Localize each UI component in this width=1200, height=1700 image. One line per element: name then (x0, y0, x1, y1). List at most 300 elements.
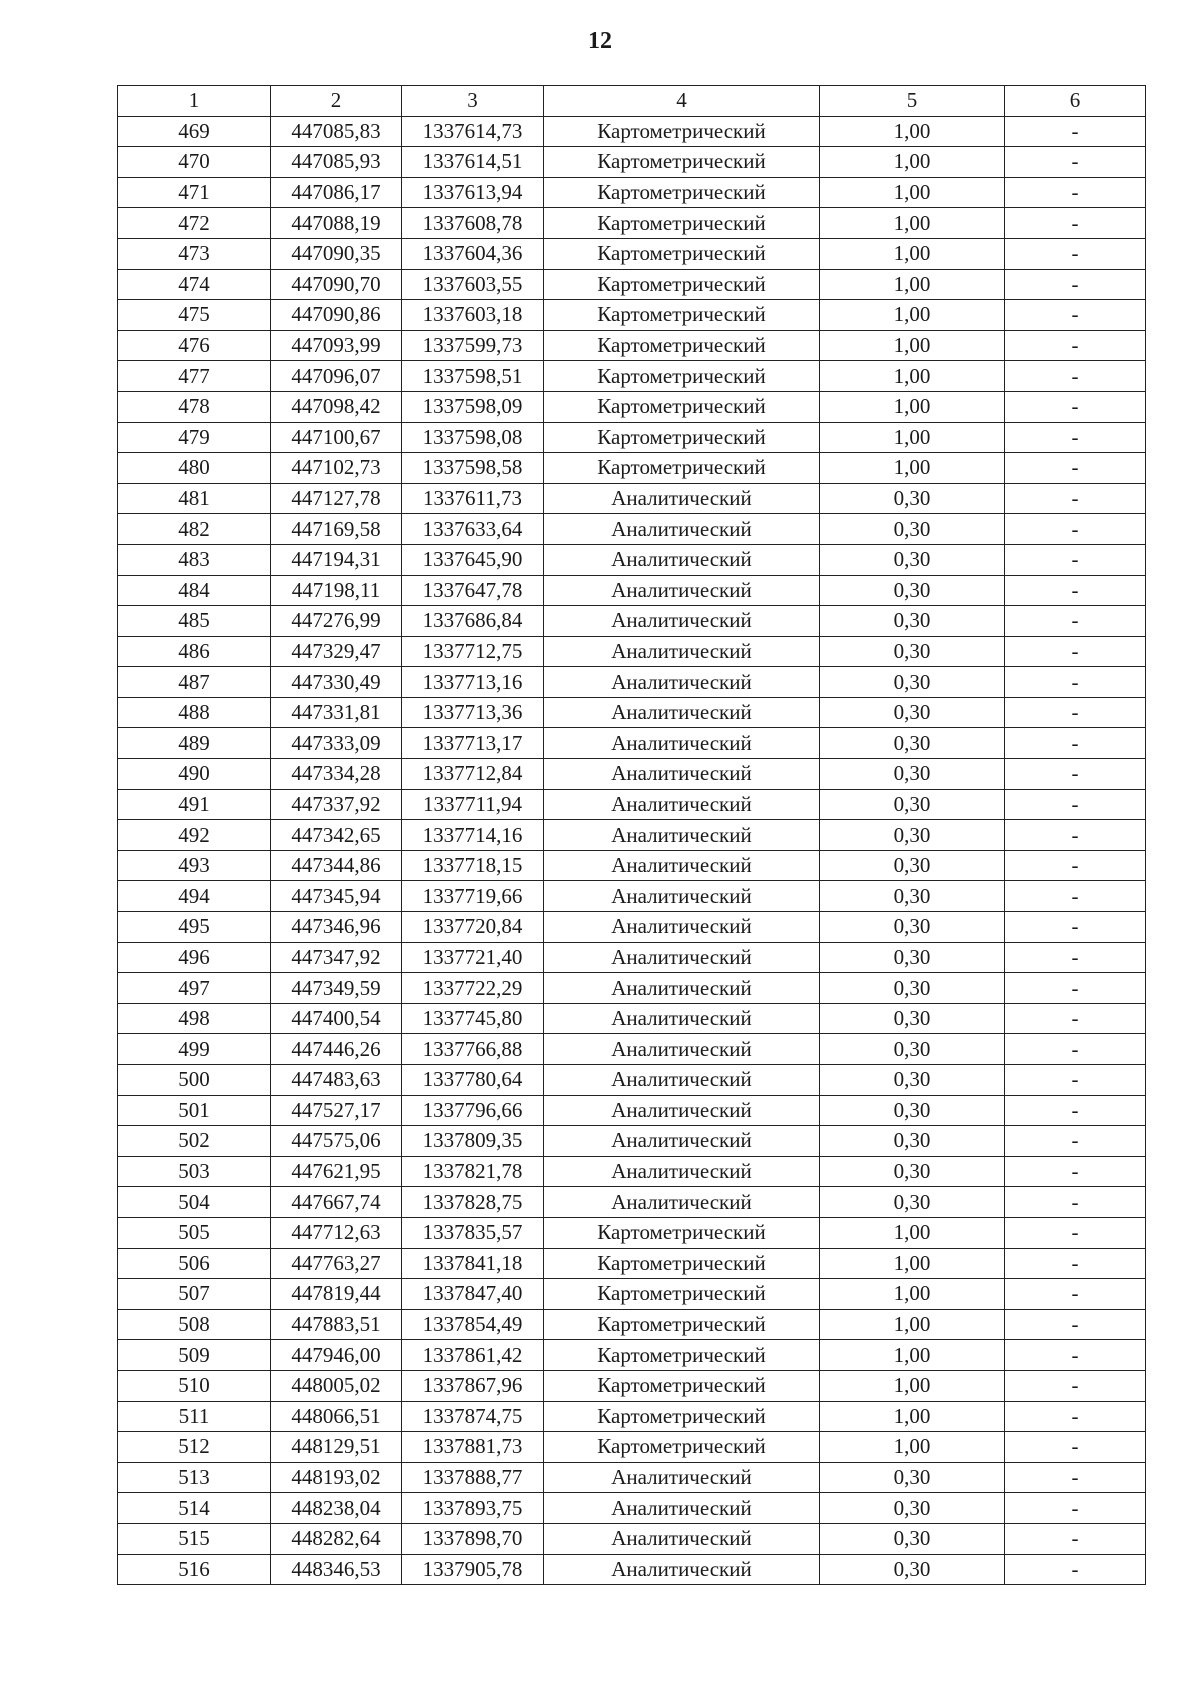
note-cell: - (1005, 575, 1146, 606)
note-cell: - (1005, 942, 1146, 973)
point-number-cell: 498 (118, 1003, 271, 1034)
point-number-cell: 495 (118, 912, 271, 943)
method-cell: Аналитический (544, 820, 820, 851)
y-coordinate-cell: 1337713,16 (402, 667, 544, 698)
y-coordinate-cell: 1337712,75 (402, 636, 544, 667)
accuracy-cell: 0,30 (820, 881, 1005, 912)
x-coordinate-cell: 447349,59 (271, 973, 402, 1004)
x-coordinate-cell: 447334,28 (271, 759, 402, 790)
note-cell: - (1005, 759, 1146, 790)
accuracy-cell: 0,30 (820, 1003, 1005, 1034)
x-coordinate-cell: 448005,02 (271, 1370, 402, 1401)
accuracy-cell: 0,30 (820, 514, 1005, 545)
accuracy-cell: 0,30 (820, 1462, 1005, 1493)
table-row (118, 361, 1146, 392)
point-number-cell: 515 (118, 1523, 271, 1554)
point-number-cell: 516 (118, 1554, 271, 1585)
note-cell: - (1005, 116, 1146, 147)
column-header-3: 3 (402, 86, 544, 117)
y-coordinate-cell: 1337809,35 (402, 1126, 544, 1157)
note-cell: - (1005, 1279, 1146, 1310)
accuracy-cell: 0,30 (820, 667, 1005, 698)
accuracy-cell: 1,00 (820, 422, 1005, 453)
point-number-cell: 510 (118, 1370, 271, 1401)
accuracy-cell: 1,00 (820, 1340, 1005, 1371)
note-cell: - (1005, 514, 1146, 545)
column-header-1: 1 (118, 86, 271, 117)
method-cell: Аналитический (544, 606, 820, 637)
x-coordinate-cell: 447346,96 (271, 912, 402, 943)
accuracy-cell: 1,00 (820, 177, 1005, 208)
accuracy-cell: 1,00 (820, 361, 1005, 392)
method-cell: Картометрический (544, 208, 820, 239)
table-row (118, 636, 1146, 667)
table-row (118, 391, 1146, 422)
y-coordinate-cell: 1337713,17 (402, 728, 544, 759)
point-number-cell: 487 (118, 667, 271, 698)
point-number-cell: 470 (118, 147, 271, 178)
note-cell: - (1005, 422, 1146, 453)
method-cell: Аналитический (544, 697, 820, 728)
table-row (118, 1065, 1146, 1096)
method-cell: Картометрический (544, 1340, 820, 1371)
y-coordinate-cell: 1337603,55 (402, 269, 544, 300)
x-coordinate-cell: 447085,83 (271, 116, 402, 147)
accuracy-cell: 0,30 (820, 912, 1005, 943)
accuracy-cell: 0,30 (820, 697, 1005, 728)
method-cell: Аналитический (544, 1003, 820, 1034)
method-cell: Картометрический (544, 1217, 820, 1248)
table-row (118, 1248, 1146, 1279)
method-cell: Аналитический (544, 1187, 820, 1218)
point-number-cell: 489 (118, 728, 271, 759)
accuracy-cell: 1,00 (820, 1309, 1005, 1340)
note-cell: - (1005, 1554, 1146, 1585)
x-coordinate-cell: 448066,51 (271, 1401, 402, 1432)
method-cell: Картометрический (544, 330, 820, 361)
table-row (118, 1217, 1146, 1248)
point-number-cell: 485 (118, 606, 271, 637)
method-cell: Картометрический (544, 361, 820, 392)
table-row (118, 789, 1146, 820)
table-row (118, 116, 1146, 147)
note-cell: - (1005, 1370, 1146, 1401)
point-number-cell: 501 (118, 1095, 271, 1126)
table-row (118, 1370, 1146, 1401)
note-cell: - (1005, 1248, 1146, 1279)
note-cell: - (1005, 1401, 1146, 1432)
point-number-cell: 471 (118, 177, 271, 208)
y-coordinate-cell: 1337611,73 (402, 483, 544, 514)
method-cell: Аналитический (544, 575, 820, 606)
point-number-cell: 500 (118, 1065, 271, 1096)
point-number-cell: 481 (118, 483, 271, 514)
point-number-cell: 482 (118, 514, 271, 545)
table-row (118, 942, 1146, 973)
column-header-5: 5 (820, 86, 1005, 117)
method-cell: Аналитический (544, 1523, 820, 1554)
note-cell: - (1005, 973, 1146, 1004)
table-row (118, 544, 1146, 575)
accuracy-cell: 1,00 (820, 300, 1005, 331)
y-coordinate-cell: 1337718,15 (402, 850, 544, 881)
y-coordinate-cell: 1337874,75 (402, 1401, 544, 1432)
x-coordinate-cell: 448346,53 (271, 1554, 402, 1585)
table-row (118, 1340, 1146, 1371)
y-coordinate-cell: 1337614,73 (402, 116, 544, 147)
method-cell: Картометрический (544, 300, 820, 331)
x-coordinate-cell: 448193,02 (271, 1462, 402, 1493)
y-coordinate-cell: 1337645,90 (402, 544, 544, 575)
x-coordinate-cell: 447090,35 (271, 238, 402, 269)
note-cell: - (1005, 147, 1146, 178)
y-coordinate-cell: 1337719,66 (402, 881, 544, 912)
y-coordinate-cell: 1337881,73 (402, 1432, 544, 1463)
x-coordinate-cell: 447763,27 (271, 1248, 402, 1279)
x-coordinate-cell: 447088,19 (271, 208, 402, 239)
x-coordinate-cell: 447085,93 (271, 147, 402, 178)
accuracy-cell: 1,00 (820, 1432, 1005, 1463)
point-number-cell: 494 (118, 881, 271, 912)
method-cell: Аналитический (544, 942, 820, 973)
x-coordinate-cell: 447819,44 (271, 1279, 402, 1310)
method-cell: Картометрический (544, 1370, 820, 1401)
table-row (118, 1126, 1146, 1157)
method-cell: Аналитический (544, 667, 820, 698)
x-coordinate-cell: 447333,09 (271, 728, 402, 759)
point-number-cell: 509 (118, 1340, 271, 1371)
table-row (118, 1034, 1146, 1065)
table-row (118, 1493, 1146, 1524)
x-coordinate-cell: 448282,64 (271, 1523, 402, 1554)
table-row (118, 269, 1146, 300)
point-number-cell: 502 (118, 1126, 271, 1157)
y-coordinate-cell: 1337633,64 (402, 514, 544, 545)
table-row (118, 759, 1146, 790)
method-cell: Аналитический (544, 636, 820, 667)
accuracy-cell: 0,30 (820, 483, 1005, 514)
note-cell: - (1005, 269, 1146, 300)
y-coordinate-cell: 1337766,88 (402, 1034, 544, 1065)
accuracy-cell: 0,30 (820, 1095, 1005, 1126)
point-number-cell: 475 (118, 300, 271, 331)
y-coordinate-cell: 1337745,80 (402, 1003, 544, 1034)
table-row (118, 697, 1146, 728)
point-number-cell: 476 (118, 330, 271, 361)
method-cell: Аналитический (544, 1034, 820, 1065)
y-coordinate-cell: 1337796,66 (402, 1095, 544, 1126)
table-row (118, 1003, 1146, 1034)
x-coordinate-cell: 447446,26 (271, 1034, 402, 1065)
table-row (118, 973, 1146, 1004)
x-coordinate-cell: 447575,06 (271, 1126, 402, 1157)
accuracy-cell: 0,30 (820, 1065, 1005, 1096)
point-number-cell: 506 (118, 1248, 271, 1279)
note-cell: - (1005, 881, 1146, 912)
note-cell: - (1005, 483, 1146, 514)
table-row (118, 881, 1146, 912)
y-coordinate-cell: 1337614,51 (402, 147, 544, 178)
x-coordinate-cell: 447090,86 (271, 300, 402, 331)
note-cell: - (1005, 177, 1146, 208)
y-coordinate-cell: 1337712,84 (402, 759, 544, 790)
table-header-row (118, 86, 1146, 117)
x-coordinate-cell: 447946,00 (271, 1340, 402, 1371)
column-header-6: 6 (1005, 86, 1146, 117)
y-coordinate-cell: 1337867,96 (402, 1370, 544, 1401)
x-coordinate-cell: 447127,78 (271, 483, 402, 514)
note-cell: - (1005, 1462, 1146, 1493)
method-cell: Аналитический (544, 759, 820, 790)
table-row (118, 850, 1146, 881)
point-number-cell: 480 (118, 453, 271, 484)
x-coordinate-cell: 447883,51 (271, 1309, 402, 1340)
accuracy-cell: 1,00 (820, 147, 1005, 178)
y-coordinate-cell: 1337713,36 (402, 697, 544, 728)
point-number-cell: 477 (118, 361, 271, 392)
method-cell: Картометрический (544, 422, 820, 453)
table-row (118, 606, 1146, 637)
method-cell: Картометрический (544, 1401, 820, 1432)
page-number: 12 (588, 28, 612, 54)
point-number-cell: 496 (118, 942, 271, 973)
method-cell: Аналитический (544, 1493, 820, 1524)
point-number-cell: 491 (118, 789, 271, 820)
note-cell: - (1005, 361, 1146, 392)
method-cell: Аналитический (544, 1126, 820, 1157)
method-cell: Аналитический (544, 1554, 820, 1585)
accuracy-cell: 0,30 (820, 820, 1005, 851)
method-cell: Аналитический (544, 1462, 820, 1493)
note-cell: - (1005, 1432, 1146, 1463)
note-cell: - (1005, 1523, 1146, 1554)
point-number-cell: 486 (118, 636, 271, 667)
y-coordinate-cell: 1337893,75 (402, 1493, 544, 1524)
y-coordinate-cell: 1337598,51 (402, 361, 544, 392)
table-row (118, 1401, 1146, 1432)
accuracy-cell: 1,00 (820, 238, 1005, 269)
note-cell: - (1005, 697, 1146, 728)
x-coordinate-cell: 447194,31 (271, 544, 402, 575)
method-cell: Аналитический (544, 789, 820, 820)
y-coordinate-cell: 1337821,78 (402, 1156, 544, 1187)
column-header-4: 4 (544, 86, 820, 117)
accuracy-cell: 1,00 (820, 453, 1005, 484)
accuracy-cell: 1,00 (820, 1401, 1005, 1432)
accuracy-cell: 0,30 (820, 850, 1005, 881)
note-cell: - (1005, 1340, 1146, 1371)
point-number-cell: 504 (118, 1187, 271, 1218)
method-cell: Картометрический (544, 116, 820, 147)
point-number-cell: 484 (118, 575, 271, 606)
table-row (118, 667, 1146, 698)
accuracy-cell: 1,00 (820, 1217, 1005, 1248)
point-number-cell: 478 (118, 391, 271, 422)
table-row (118, 330, 1146, 361)
note-cell: - (1005, 667, 1146, 698)
x-coordinate-cell: 447093,99 (271, 330, 402, 361)
accuracy-cell: 0,30 (820, 1493, 1005, 1524)
y-coordinate-cell: 1337888,77 (402, 1462, 544, 1493)
accuracy-cell: 0,30 (820, 1126, 1005, 1157)
accuracy-cell: 1,00 (820, 116, 1005, 147)
note-cell: - (1005, 208, 1146, 239)
accuracy-cell: 0,30 (820, 606, 1005, 637)
x-coordinate-cell: 447102,73 (271, 453, 402, 484)
method-cell: Картометрический (544, 238, 820, 269)
method-cell: Картометрический (544, 453, 820, 484)
point-number-cell: 497 (118, 973, 271, 1004)
point-number-cell: 469 (118, 116, 271, 147)
x-coordinate-cell: 447330,49 (271, 667, 402, 698)
note-cell: - (1005, 1003, 1146, 1034)
table-row (118, 1095, 1146, 1126)
point-number-cell: 479 (118, 422, 271, 453)
y-coordinate-cell: 1337722,29 (402, 973, 544, 1004)
x-coordinate-cell: 447527,17 (271, 1095, 402, 1126)
point-number-cell: 511 (118, 1401, 271, 1432)
accuracy-cell: 1,00 (820, 269, 1005, 300)
point-number-cell: 488 (118, 697, 271, 728)
x-coordinate-cell: 447342,65 (271, 820, 402, 851)
x-coordinate-cell: 447345,94 (271, 881, 402, 912)
accuracy-cell: 0,30 (820, 1034, 1005, 1065)
accuracy-cell: 1,00 (820, 1248, 1005, 1279)
accuracy-cell: 1,00 (820, 1279, 1005, 1310)
note-cell: - (1005, 453, 1146, 484)
method-cell: Аналитический (544, 881, 820, 912)
x-coordinate-cell: 447347,92 (271, 942, 402, 973)
point-number-cell: 513 (118, 1462, 271, 1493)
table-row (118, 453, 1146, 484)
accuracy-cell: 0,30 (820, 759, 1005, 790)
method-cell: Аналитический (544, 1156, 820, 1187)
note-cell: - (1005, 606, 1146, 637)
y-coordinate-cell: 1337598,58 (402, 453, 544, 484)
x-coordinate-cell: 447169,58 (271, 514, 402, 545)
table-body (118, 116, 1146, 1585)
point-number-cell: 473 (118, 238, 271, 269)
accuracy-cell: 0,30 (820, 544, 1005, 575)
y-coordinate-cell: 1337828,75 (402, 1187, 544, 1218)
y-coordinate-cell: 1337598,09 (402, 391, 544, 422)
note-cell: - (1005, 728, 1146, 759)
note-cell: - (1005, 1217, 1146, 1248)
x-coordinate-cell: 447344,86 (271, 850, 402, 881)
accuracy-cell: 0,30 (820, 942, 1005, 973)
method-cell: Картометрический (544, 391, 820, 422)
point-number-cell: 490 (118, 759, 271, 790)
point-number-cell: 474 (118, 269, 271, 300)
point-number-cell: 507 (118, 1279, 271, 1310)
note-cell: - (1005, 912, 1146, 943)
table-row (118, 575, 1146, 606)
method-cell: Картометрический (544, 1248, 820, 1279)
table-row (118, 912, 1146, 943)
accuracy-cell: 1,00 (820, 391, 1005, 422)
table-row (118, 514, 1146, 545)
table-row (118, 422, 1146, 453)
x-coordinate-cell: 447712,63 (271, 1217, 402, 1248)
accuracy-cell: 0,30 (820, 636, 1005, 667)
point-number-cell: 483 (118, 544, 271, 575)
accuracy-cell: 0,30 (820, 728, 1005, 759)
method-cell: Аналитический (544, 912, 820, 943)
table-row (118, 238, 1146, 269)
method-cell: Картометрический (544, 147, 820, 178)
table-row (118, 1523, 1146, 1554)
method-cell: Картометрический (544, 177, 820, 208)
x-coordinate-cell: 447086,17 (271, 177, 402, 208)
method-cell: Аналитический (544, 514, 820, 545)
point-number-cell: 493 (118, 850, 271, 881)
x-coordinate-cell: 447096,07 (271, 361, 402, 392)
method-cell: Аналитический (544, 728, 820, 759)
y-coordinate-cell: 1337714,16 (402, 820, 544, 851)
point-number-cell: 514 (118, 1493, 271, 1524)
point-number-cell: 503 (118, 1156, 271, 1187)
y-coordinate-cell: 1337599,73 (402, 330, 544, 361)
method-cell: Картометрический (544, 1279, 820, 1310)
x-coordinate-cell: 448238,04 (271, 1493, 402, 1524)
note-cell: - (1005, 1309, 1146, 1340)
table-row (118, 147, 1146, 178)
table-row (118, 300, 1146, 331)
note-cell: - (1005, 820, 1146, 851)
method-cell: Аналитический (544, 483, 820, 514)
point-number-cell: 492 (118, 820, 271, 851)
table-row (118, 728, 1146, 759)
note-cell: - (1005, 1034, 1146, 1065)
method-cell: Аналитический (544, 973, 820, 1004)
table-row (118, 1309, 1146, 1340)
x-coordinate-cell: 447098,42 (271, 391, 402, 422)
table-row (118, 820, 1146, 851)
point-number-cell: 512 (118, 1432, 271, 1463)
y-coordinate-cell: 1337608,78 (402, 208, 544, 239)
note-cell: - (1005, 1126, 1146, 1157)
y-coordinate-cell: 1337854,49 (402, 1309, 544, 1340)
x-coordinate-cell: 447337,92 (271, 789, 402, 820)
y-coordinate-cell: 1337905,78 (402, 1554, 544, 1585)
table-row (118, 1279, 1146, 1310)
x-coordinate-cell: 447329,47 (271, 636, 402, 667)
table-row (118, 1432, 1146, 1463)
y-coordinate-cell: 1337835,57 (402, 1217, 544, 1248)
method-cell: Картометрический (544, 269, 820, 300)
note-cell: - (1005, 1493, 1146, 1524)
note-cell: - (1005, 330, 1146, 361)
coordinates-table (117, 85, 1146, 1585)
y-coordinate-cell: 1337720,84 (402, 912, 544, 943)
method-cell: Картометрический (544, 1432, 820, 1463)
y-coordinate-cell: 1337604,36 (402, 238, 544, 269)
accuracy-cell: 0,30 (820, 1156, 1005, 1187)
y-coordinate-cell: 1337711,94 (402, 789, 544, 820)
y-coordinate-cell: 1337647,78 (402, 575, 544, 606)
table-row (118, 1187, 1146, 1218)
accuracy-cell: 0,30 (820, 789, 1005, 820)
y-coordinate-cell: 1337721,40 (402, 942, 544, 973)
note-cell: - (1005, 544, 1146, 575)
note-cell: - (1005, 391, 1146, 422)
x-coordinate-cell: 447276,99 (271, 606, 402, 637)
method-cell: Аналитический (544, 1065, 820, 1096)
method-cell: Аналитический (544, 544, 820, 575)
x-coordinate-cell: 447483,63 (271, 1065, 402, 1096)
note-cell: - (1005, 238, 1146, 269)
table-row (118, 1156, 1146, 1187)
